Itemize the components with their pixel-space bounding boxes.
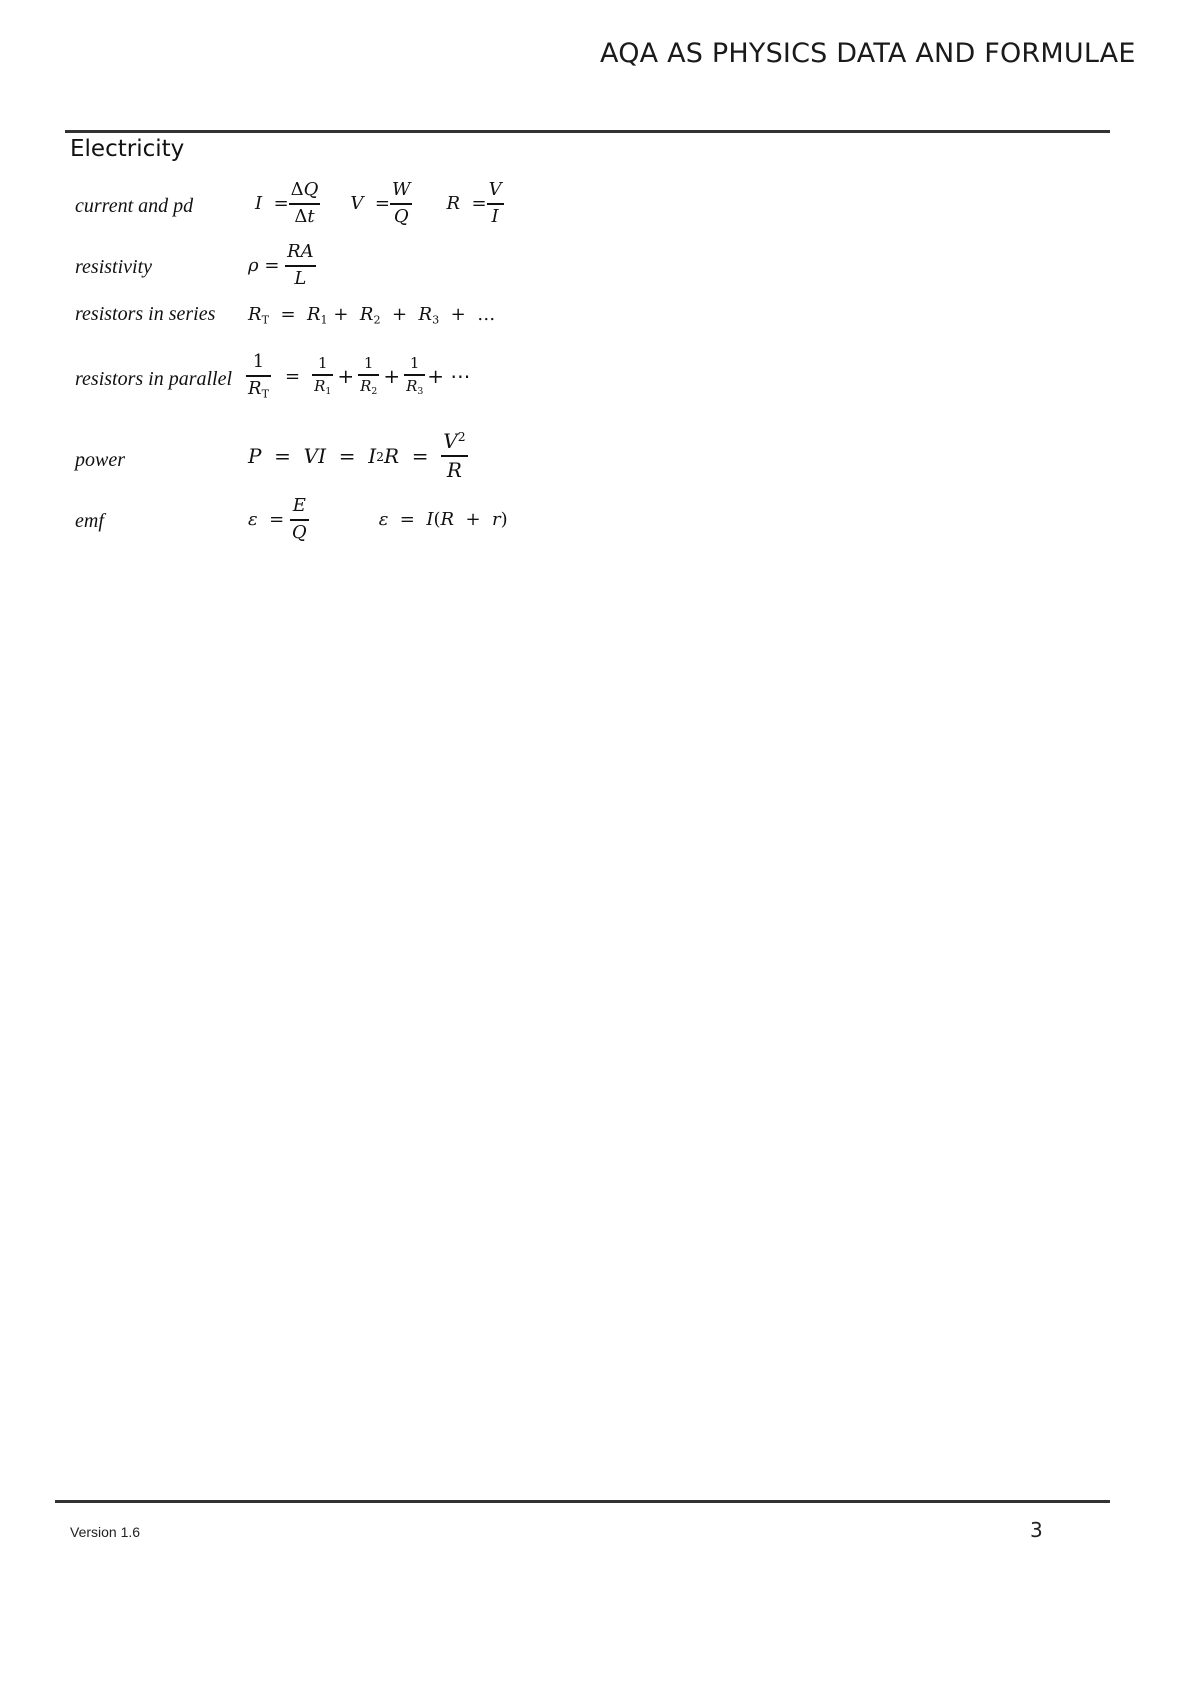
page-header-title: AQA AS PHYSICS DATA AND FORMULAE [600, 38, 1136, 69]
label-current-and-pd: current and pd [75, 195, 194, 217]
formula-power: P = VI = I 2 R = $\frac{V^2}{R}$ [248, 429, 466, 482]
label-emf: emf [75, 510, 104, 532]
formula-emf: ε = $\frac{E}{Q}$ ε = I ( R + r ) [248, 495, 508, 543]
footer-version: Version 1.6 [70, 1524, 141, 1540]
label-resistivity: resistivity [75, 256, 153, 278]
footer-divider [55, 1500, 1110, 1503]
page-number: 3 [1030, 1518, 1043, 1542]
formula-resistors-in-parallel: $\frac{1}{R_T}$ = $\frac{1}{R_1}$ + $\frac{1}{R_2}$ + $\frac{1}{R_3}$ + ⋯ [248, 351, 471, 401]
formula-current-and-pd: I = $\frac{\Delta Q}{\Delta t}$ V = $\frac{W}{Q}$ R = $\frac{V}{I}$ [255, 179, 502, 227]
formula-resistors-in-series: $R_T = R_1 + R_2 + R_3$ + … [248, 304, 496, 327]
label-resistors-in-parallel: resistors in parallel [75, 368, 233, 390]
label-resistors-in-series: resistors in series [75, 303, 216, 325]
formula-resistivity: ρ = $\frac{RA}{L}$ [248, 241, 314, 289]
label-power: power [75, 449, 125, 471]
section-title: Electricity [70, 136, 185, 162]
header-divider [65, 130, 1110, 133]
